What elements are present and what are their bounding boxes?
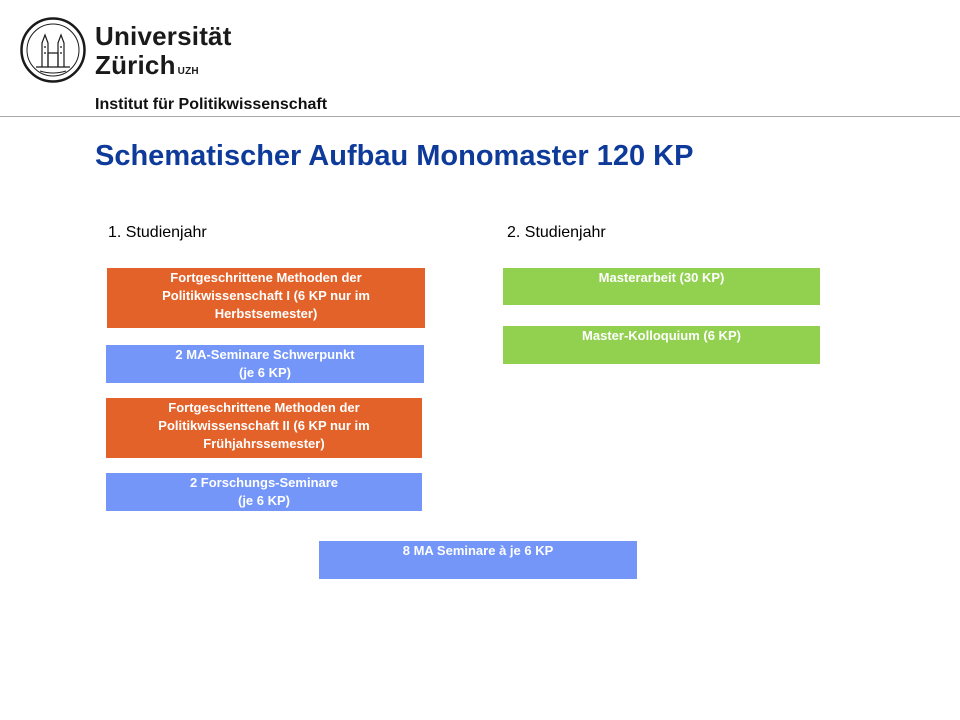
university-logo-text [95, 22, 232, 80]
year-1-label: 1. Studienjahr [108, 224, 207, 241]
page-title: Schematischer Aufbau Monomaster 120 KP [95, 140, 694, 172]
module-ma-seminare-schwerpunkt: 2 MA-Seminare Schwerpunkt (je 6 KP) [106, 345, 424, 383]
university-seal-icon [20, 17, 86, 83]
module-master-kolloquium: Master-Kolloquium (6 KP) [503, 326, 820, 364]
module-forschungs-seminare: 2 Forschungs-Seminare (je 6 KP) [106, 473, 422, 511]
header-divider [0, 116, 960, 117]
module-ma-seminare-8: 8 MA Seminare à je 6 KP [319, 541, 637, 579]
year-2-label: 2. Studienjahr [507, 224, 606, 241]
module-masterarbeit: Masterarbeit (30 KP) [503, 268, 820, 305]
logo-line-1: Universität [95, 21, 232, 51]
logo-sup: UZH [177, 66, 199, 77]
institute-name: Institut für Politikwissenschaft [95, 96, 328, 113]
module-methods-2: Fortgeschrittene Methoden der Politikwissenschaft II (6 KP nur im Frühjahrssemester) [106, 398, 422, 458]
logo-line-2: Zürich $^{UZH}$ [95, 50, 199, 80]
module-methods-1: Fortgeschrittene Methoden der Politikwissenschaft I (6 KP nur im Herbstsemester) [107, 268, 425, 328]
